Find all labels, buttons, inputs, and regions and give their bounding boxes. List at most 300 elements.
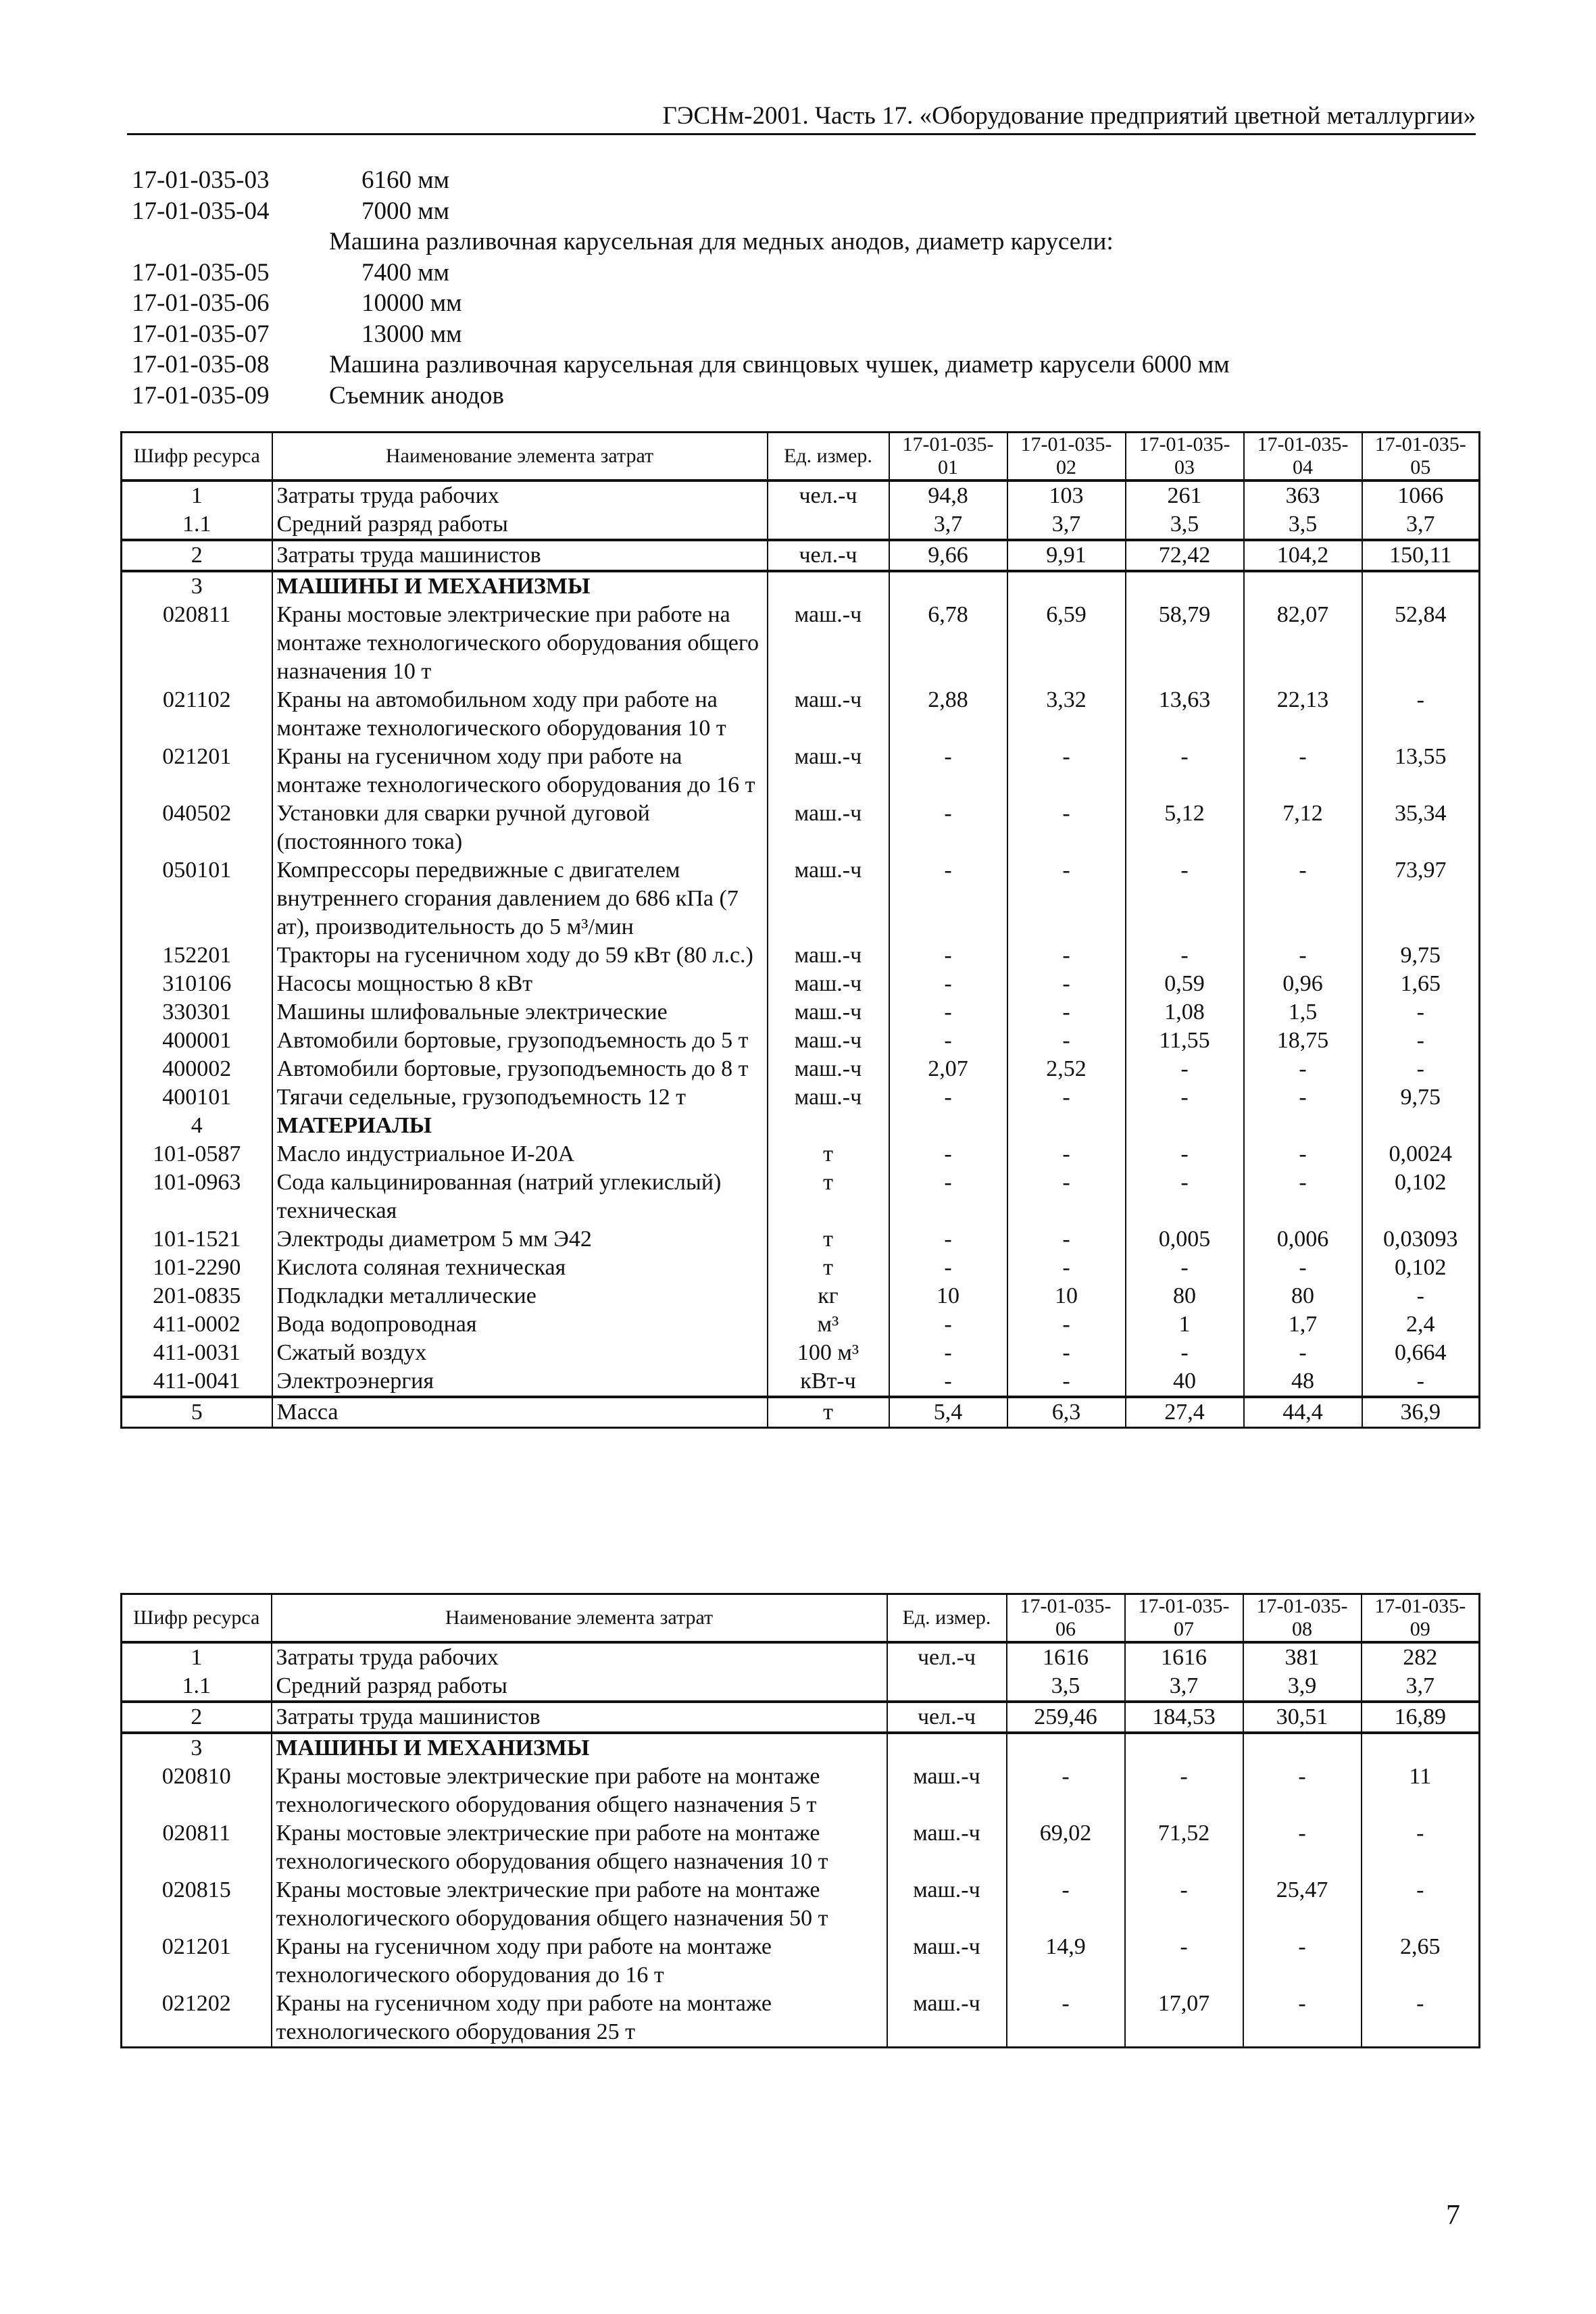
cell-value: 6,59 [1007, 601, 1126, 686]
norm-code: 17-01-035-06 [132, 289, 270, 317]
cell-value: - [1126, 1254, 1244, 1282]
code-list-row [132, 257, 1456, 289]
table-row [122, 1990, 1480, 2048]
cell-value: 184,53 [1125, 1702, 1243, 1733]
cell-cost-element: Автомобили бортовые, грузоподъемность до 8 т [272, 1055, 768, 1083]
cell-value [1125, 1733, 1243, 1763]
header-cost-element: Наименование элемента затрат [272, 1594, 887, 1643]
cell-unit: маш.-ч [768, 970, 889, 998]
cell-resource-code: 2 [122, 1702, 272, 1733]
cell-value: - [889, 1254, 1007, 1282]
cell-value: 27,4 [1126, 1397, 1244, 1428]
cell-value: 1066 [1362, 481, 1480, 510]
cell-value: 3,5 [1244, 510, 1362, 540]
cell-value [1126, 571, 1244, 601]
table-row [122, 743, 1480, 799]
table-row [122, 1083, 1480, 1112]
cell-value: - [1126, 941, 1244, 970]
cell-value: 2,52 [1007, 1055, 1126, 1083]
cell-value: - [1007, 1367, 1126, 1397]
table-row [122, 1112, 1480, 1140]
cell-unit: чел.-ч [887, 1702, 1007, 1733]
cell-value: 25,47 [1243, 1876, 1362, 1933]
norm-code: 17-01-035-05 [132, 258, 270, 287]
cell-value: - [889, 799, 1007, 856]
cell-value: - [889, 970, 1007, 998]
cell-unit: кВт-ч [768, 1367, 889, 1397]
header-norm-column: 17-01-035-01 [889, 433, 1007, 481]
cell-value: - [1362, 998, 1480, 1027]
cell-value: - [1126, 1168, 1244, 1225]
table-row [122, 1027, 1480, 1055]
cell-value: 11,55 [1126, 1027, 1244, 1055]
cell-value: - [889, 1225, 1007, 1254]
cell-unit: т [768, 1254, 889, 1282]
cell-value: 0,102 [1362, 1168, 1480, 1225]
cell-value: 58,79 [1126, 601, 1244, 686]
table-row [122, 1140, 1480, 1168]
cell-value: - [1126, 1055, 1244, 1083]
cell-resource-code: 4 [122, 1112, 272, 1140]
cell-value: 72,42 [1126, 540, 1244, 571]
code-list-row [132, 349, 1456, 380]
cell-unit: маш.-ч [887, 1933, 1007, 1990]
table-row [122, 1339, 1480, 1367]
cell-value: 40 [1126, 1367, 1244, 1397]
cell-resource-code: 411-0041 [122, 1367, 272, 1397]
cell-value: - [1362, 1055, 1480, 1083]
cell-value: - [1244, 1339, 1362, 1367]
cell-value: - [1126, 743, 1244, 799]
cell-value: - [889, 1027, 1007, 1055]
cell-unit: маш.-ч [768, 601, 889, 686]
cell-resource-code: 101-0587 [122, 1140, 272, 1168]
cell-cost-element: Машины шлифовальные электрические [272, 998, 768, 1027]
cell-value: - [1125, 1933, 1243, 1990]
cell-resource-code: 021102 [122, 686, 272, 743]
cell-value: 3,7 [889, 510, 1007, 540]
cell-value: - [1007, 856, 1126, 941]
cell-value: 9,75 [1362, 941, 1480, 970]
norm-description: Съемник анодов [329, 381, 504, 410]
cell-value: 9,66 [889, 540, 1007, 571]
norm-description: 7000 мм [361, 197, 450, 225]
cell-cost-element: Затраты труда рабочих [272, 481, 768, 510]
cell-value: 73,97 [1362, 856, 1480, 941]
cell-cost-element: Компрессоры передвижные с двигателем внутреннего сгорания давлением до 686 кПа (7 ат), производительность до 5 м³/мин [272, 856, 768, 941]
table-row [122, 1310, 1480, 1339]
cell-value: - [889, 1140, 1007, 1168]
cell-resource-code: 040502 [122, 799, 272, 856]
table-row [122, 1819, 1480, 1876]
cell-value: - [1007, 1990, 1125, 2048]
header-norm-column: 17-01-035-04 [1244, 433, 1362, 481]
cell-unit: маш.-ч [887, 1819, 1007, 1876]
cell-value: - [889, 856, 1007, 941]
norm-description: Машина разливочная карусельная для свинцовых чушек, диаметр карусели 6000 мм [329, 351, 1230, 378]
table-row [122, 1642, 1480, 1672]
cell-value: 150,11 [1362, 540, 1480, 571]
cell-resource-code: 310106 [122, 970, 272, 998]
cell-cost-element: МАТЕРИАЛЫ [272, 1112, 768, 1140]
cell-value: 2,65 [1362, 1933, 1480, 1990]
cell-value: 0,96 [1244, 970, 1362, 998]
norm-description: 13000 мм [361, 320, 462, 348]
norm-description: 6160 мм [361, 166, 450, 194]
table-row [122, 1733, 1480, 1763]
cell-value: - [1243, 1763, 1362, 1819]
header-norm-column: 17-01-035-02 [1007, 433, 1126, 481]
cell-resource-code: 1.1 [122, 1672, 272, 1702]
cell-cost-element: Тракторы на гусеничном ходу до 59 кВт (80 л.с.) [272, 941, 768, 970]
cell-cost-element: Краны мостовые электрические при работе на монтаже технологического оборудования общего назначения 10 т [272, 601, 768, 686]
header-norm-column: 17-01-035-05 [1362, 433, 1480, 481]
table-row [122, 1367, 1480, 1397]
norm-code: 17-01-035-04 [132, 197, 270, 225]
code-list-row [132, 165, 1456, 196]
cell-value [1362, 1733, 1480, 1763]
cell-value: - [1007, 941, 1126, 970]
cell-value: 30,51 [1243, 1702, 1362, 1733]
cell-unit: чел.-ч [768, 481, 889, 510]
cell-resource-code: 400002 [122, 1055, 272, 1083]
cell-value: - [1244, 941, 1362, 970]
table-row [122, 1763, 1480, 1819]
table-row [122, 601, 1480, 686]
cell-unit: т [768, 1140, 889, 1168]
cell-value: - [1126, 1083, 1244, 1112]
table-header-row [122, 1594, 1480, 1643]
cell-value: - [1007, 1876, 1125, 1933]
norm-code: 17-01-035-07 [132, 320, 270, 348]
cell-value: 10 [889, 1282, 1007, 1310]
cell-resource-code: 1.1 [122, 510, 272, 540]
cell-value: 36,9 [1362, 1397, 1480, 1428]
cell-value: 35,34 [1362, 799, 1480, 856]
cell-value: 17,07 [1125, 1990, 1243, 2048]
cell-unit: маш.-ч [768, 686, 889, 743]
cell-cost-element: Подкладки металлические [272, 1282, 768, 1310]
cell-value: 94,8 [889, 481, 1007, 510]
cell-value [1007, 1112, 1126, 1140]
cell-value: - [1362, 1282, 1480, 1310]
cell-value: 1616 [1125, 1642, 1243, 1672]
cell-value: - [889, 743, 1007, 799]
cell-value: - [1244, 1140, 1362, 1168]
header-norm-column: 17-01-035-08 [1243, 1594, 1362, 1643]
cell-value: 80 [1126, 1282, 1244, 1310]
norm-code: 17-01-035-09 [132, 381, 270, 410]
cell-resource-code: 3 [122, 571, 272, 601]
cell-resource-code: 330301 [122, 998, 272, 1027]
cell-unit: маш.-ч [768, 1083, 889, 1112]
cell-value: - [889, 1367, 1007, 1397]
cell-unit: маш.-ч [768, 941, 889, 970]
cell-value: - [1007, 1225, 1126, 1254]
cell-resource-code: 152201 [122, 941, 272, 970]
cell-value: 261 [1126, 481, 1244, 510]
norm-description: 7400 мм [361, 258, 450, 287]
cell-value: 16,89 [1362, 1702, 1480, 1733]
cell-value: 3,5 [1126, 510, 1244, 540]
cell-resource-code: 020811 [122, 601, 272, 686]
cell-cost-element: Масло индустриальное И-20А [272, 1140, 768, 1168]
cell-value [1362, 1112, 1480, 1140]
cell-cost-element: Краны на гусеничном ходу при работе на монтаже технологического оборудования 25 т [272, 1990, 887, 2048]
cell-value: 7,12 [1244, 799, 1362, 856]
cell-value: - [1244, 743, 1362, 799]
cell-value: 1,7 [1244, 1310, 1362, 1339]
table-row [122, 1055, 1480, 1083]
page-number: 7 [1446, 2200, 1460, 2231]
cell-value: 2,4 [1362, 1310, 1480, 1339]
cell-value: 1,5 [1244, 998, 1362, 1027]
code-list-row [132, 319, 1456, 350]
page-header: ГЭСНм-2001. Часть 17. «Оборудование предприятий цветной металлургии» [127, 101, 1476, 135]
cell-value: 18,75 [1244, 1027, 1362, 1055]
cell-value: 3,9 [1243, 1672, 1362, 1702]
cell-resource-code: 1 [122, 1642, 272, 1672]
table-row [122, 970, 1480, 998]
cell-value: 381 [1243, 1642, 1362, 1672]
table-row [122, 540, 1480, 571]
cell-cost-element: Установки для сварки ручной дуговой (постоянного тока) [272, 799, 768, 856]
cell-value: - [1243, 1933, 1362, 1990]
cell-value: 44,4 [1244, 1397, 1362, 1428]
cell-value: - [1244, 1254, 1362, 1282]
resource-table-1 [120, 431, 1480, 1429]
cell-resource-code: 101-2290 [122, 1254, 272, 1282]
cell-resource-code: 400101 [122, 1083, 272, 1112]
cell-resource-code: 400001 [122, 1027, 272, 1055]
cell-value: 3,7 [1362, 1672, 1480, 1702]
table-row [122, 998, 1480, 1027]
cell-cost-element: Краны мостовые электрические при работе на монтаже технологического оборудования общего назначения 10 т [272, 1819, 887, 1876]
cell-cost-element: Затраты труда машинистов [272, 540, 768, 571]
cell-unit [887, 1733, 1007, 1763]
cell-value: 0,03093 [1362, 1225, 1480, 1254]
cell-unit: т [768, 1168, 889, 1225]
cell-value: 0,664 [1362, 1339, 1480, 1367]
cell-value: - [1007, 1339, 1126, 1367]
cell-unit: м³ [768, 1310, 889, 1339]
cell-value: - [1007, 1083, 1126, 1112]
cell-value: - [889, 1339, 1007, 1367]
cell-value: - [1125, 1876, 1243, 1933]
cell-unit: т [768, 1225, 889, 1254]
cell-value [1362, 571, 1480, 601]
cell-value: 3,7 [1125, 1672, 1243, 1702]
cell-cost-element: МАШИНЫ И МЕХАНИЗМЫ [272, 571, 768, 601]
cell-value: 3,32 [1007, 686, 1126, 743]
cell-value: 10 [1007, 1282, 1126, 1310]
cell-value: 11 [1362, 1763, 1480, 1819]
cell-value: 1 [1126, 1310, 1244, 1339]
cell-value: - [1007, 743, 1126, 799]
table-row [122, 1225, 1480, 1254]
header-norm-column: 17-01-035-06 [1007, 1594, 1125, 1643]
table-header-row [122, 433, 1480, 481]
cell-resource-code: 5 [122, 1397, 272, 1428]
cell-value: - [1007, 998, 1126, 1027]
cell-value: - [889, 1083, 1007, 1112]
cell-value: 69,02 [1007, 1819, 1125, 1876]
cell-value: - [1244, 1055, 1362, 1083]
cell-cost-element: Средний разряд работы [272, 1672, 887, 1702]
header-norm-column: 17-01-035-09 [1362, 1594, 1480, 1643]
cell-cost-element: Затраты труда машинистов [272, 1702, 887, 1733]
table-row [122, 1168, 1480, 1225]
table-row [122, 941, 1480, 970]
cell-value: - [1243, 1819, 1362, 1876]
table-row [122, 1702, 1480, 1733]
cell-cost-element: Кислота соляная техническая [272, 1254, 768, 1282]
cell-value: - [1007, 970, 1126, 998]
cell-value: 5,12 [1126, 799, 1244, 856]
cell-value: 9,91 [1007, 540, 1126, 571]
cell-value [1007, 1733, 1125, 1763]
cell-unit: маш.-ч [768, 1055, 889, 1083]
cell-cost-element: Сжатый воздух [272, 1339, 768, 1367]
cell-resource-code: 2 [122, 540, 272, 571]
cell-cost-element: Краны мостовые электрические при работе на монтаже технологического оборудования общего назначения 50 т [272, 1876, 887, 1933]
cell-value: - [889, 1310, 1007, 1339]
cell-resource-code: 3 [122, 1733, 272, 1763]
cell-value [1126, 1112, 1244, 1140]
cell-value: 0,0024 [1362, 1140, 1480, 1168]
cell-value: 282 [1362, 1642, 1480, 1672]
cell-resource-code: 020810 [122, 1763, 272, 1819]
code-list-row [132, 196, 1456, 227]
cell-resource-code: 201-0835 [122, 1282, 272, 1310]
cell-value: - [1007, 1310, 1126, 1339]
cell-value: - [1007, 1254, 1126, 1282]
code-list-row [132, 226, 1456, 257]
cell-cost-element: Краны на автомобильном ходу при работе на монтаже технологического оборудования 10 т [272, 686, 768, 743]
cell-cost-element: Тягачи седельные, грузоподъемность 12 т [272, 1083, 768, 1112]
cell-value: - [1126, 1140, 1244, 1168]
cell-resource-code: 101-1521 [122, 1225, 272, 1254]
cell-value: - [1362, 1990, 1480, 2048]
cell-value: - [1126, 856, 1244, 941]
cell-value: 1,65 [1362, 970, 1480, 998]
cell-cost-element: Средний разряд работы [272, 510, 768, 540]
cell-value: 48 [1244, 1367, 1362, 1397]
cell-value: - [1125, 1763, 1243, 1819]
cell-unit [768, 1112, 889, 1140]
cell-value: - [1007, 1140, 1126, 1168]
cell-value: - [1244, 1083, 1362, 1112]
cell-resource-code: 411-0031 [122, 1339, 272, 1367]
cell-resource-code: 101-0963 [122, 1168, 272, 1225]
cell-cost-element: Краны на гусеничном ходу при работе на монтаже технологического оборудования до 16 т [272, 1933, 887, 1990]
cell-value: 103 [1007, 481, 1126, 510]
table-row [122, 1254, 1480, 1282]
cell-value: 363 [1244, 481, 1362, 510]
cell-value: 52,84 [1362, 601, 1480, 686]
cell-value: 259,46 [1007, 1702, 1125, 1733]
cell-cost-element: Краны на гусеничном ходу при работе на монтаже технологического оборудования до 16 т [272, 743, 768, 799]
header-norm-column: 17-01-035-03 [1126, 433, 1244, 481]
cell-unit: маш.-ч [887, 1990, 1007, 2048]
cell-value [889, 571, 1007, 601]
cell-resource-code: 1 [122, 481, 272, 510]
table-row [122, 1672, 1480, 1702]
cell-cost-element: Масса [272, 1397, 768, 1428]
cell-value: 14,9 [1007, 1933, 1125, 1990]
cell-unit [768, 571, 889, 601]
cell-value: - [1007, 1763, 1125, 1819]
cell-unit [768, 510, 889, 540]
header-unit: Ед. измер. [768, 433, 889, 481]
header-norm-column: 17-01-035-07 [1125, 1594, 1243, 1643]
header-resource-code: Шифр ресурса [122, 433, 272, 481]
cell-value: 2,88 [889, 686, 1007, 743]
cell-value: - [1243, 1990, 1362, 2048]
cell-value: - [889, 998, 1007, 1027]
cell-value [1243, 1733, 1362, 1763]
cell-unit: маш.-ч [768, 1027, 889, 1055]
table-row [122, 1876, 1480, 1933]
cell-cost-element: Затраты труда рабочих [272, 1642, 887, 1672]
cell-cost-element: Электроэнергия [272, 1367, 768, 1397]
cell-value: 0,006 [1244, 1225, 1362, 1254]
norm-code: 17-01-035-08 [132, 351, 270, 378]
cell-value: 104,2 [1244, 540, 1362, 571]
header-unit: Ед. измер. [887, 1594, 1007, 1643]
cell-unit: маш.-ч [768, 998, 889, 1027]
cell-value: - [1362, 1876, 1480, 1933]
cell-value: - [1244, 1168, 1362, 1225]
norm-code-list [132, 165, 1456, 411]
cell-resource-code: 021202 [122, 1990, 272, 2048]
cell-cost-element: МАШИНЫ И МЕХАНИЗМЫ [272, 1733, 887, 1763]
cell-cost-element: Автомобили бортовые, грузоподъемность до 5 т [272, 1027, 768, 1055]
cell-value: 6,78 [889, 601, 1007, 686]
resource-table-2 [120, 1593, 1480, 2048]
cell-value: 1616 [1007, 1642, 1125, 1672]
table-row [122, 481, 1480, 510]
norm-description: Машина разливочная карусельная для медных анодов, диаметр карусели: [329, 228, 1114, 255]
cell-value [889, 1112, 1007, 1140]
table-row [122, 799, 1480, 856]
cell-resource-code: 050101 [122, 856, 272, 941]
norm-description: 10000 мм [361, 289, 462, 317]
cell-value: 3,7 [1362, 510, 1480, 540]
cell-value: 3,7 [1007, 510, 1126, 540]
cell-resource-code: 020815 [122, 1876, 272, 1933]
cell-value: - [1126, 1339, 1244, 1367]
cell-value: 9,75 [1362, 1083, 1480, 1112]
cell-resource-code: 021201 [122, 743, 272, 799]
norm-code: 17-01-035-03 [132, 166, 270, 194]
cell-resource-code: 020811 [122, 1819, 272, 1876]
cell-unit: маш.-ч [768, 799, 889, 856]
cell-value [1007, 571, 1126, 601]
table-row [122, 686, 1480, 743]
cell-cost-element: Вода водопроводная [272, 1310, 768, 1339]
cell-unit: 100 м³ [768, 1339, 889, 1367]
cell-value [1244, 1112, 1362, 1140]
cell-unit: чел.-ч [768, 540, 889, 571]
table-row [122, 1933, 1480, 1990]
cell-value: - [1244, 856, 1362, 941]
cell-unit: маш.-ч [887, 1876, 1007, 1933]
cell-unit: маш.-ч [768, 743, 889, 799]
cell-value: - [1362, 1819, 1480, 1876]
header-cost-element: Наименование элемента затрат [272, 433, 768, 481]
cell-value: 13,63 [1126, 686, 1244, 743]
